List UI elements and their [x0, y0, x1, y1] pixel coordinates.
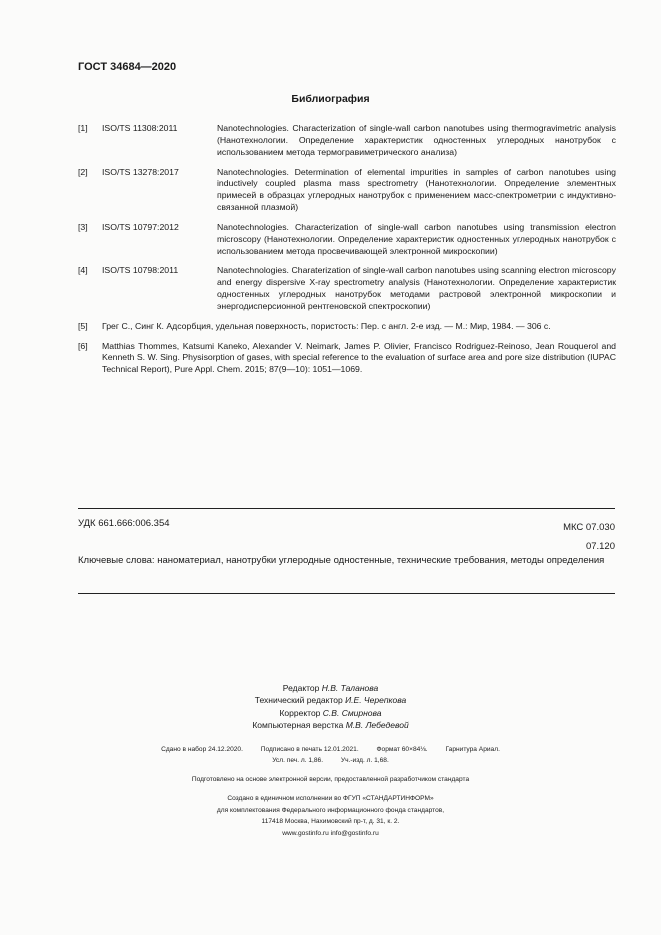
bibliography-entry — [78, 167, 616, 215]
entry-standard: ISO/TS 11308:2011 — [102, 123, 178, 133]
credit-role: Компьютерная верстка — [252, 720, 344, 731]
bibliography-entry — [78, 321, 616, 333]
mks-code-2: 07.120 — [585, 541, 615, 552]
publication-sheets: Уч.-изд. л. 1,68. — [340, 756, 389, 764]
credit-name: И.Е. Черепкова — [345, 695, 407, 706]
credit-name: С.В. Смирнова — [322, 707, 382, 718]
bibliography-entry — [78, 123, 616, 159]
publisher-line: для комплектования Федерального информационного фонда стандартов, — [216, 806, 445, 814]
credit-role: Редактор — [282, 683, 320, 693]
credit-role: Технический редактор — [254, 695, 343, 706]
publisher-website-link[interactable]: www.gostinfo.ru — [282, 829, 329, 837]
entry-number: [2] — [78, 166, 88, 177]
entry-description: Nanotechnologies. Determination of elemental impurities in samples of carbon nanotubes using inductively coupled plasma mass spectrometry (Нанотехнологии. Определение элементных примесей в образцах углеродных нанотрубок с применением масс-спектрометрии с индуктивно-связанной плазмой) — [217, 166, 616, 213]
publisher-info — [0, 793, 661, 839]
divider-top — [78, 508, 615, 509]
credit-row — [0, 707, 661, 719]
entry-number: [6] — [78, 340, 88, 351]
entry-number: [4] — [78, 265, 88, 276]
entry-description: Nanotechnologies. Charaterization of single-wall carbon nanotubes using scanning electron microscopy and energy dispersive X-ray spectrometry analysis (Нанотехнологии. Определение характеристик одностенных углеродных нанотрубок методами растровой электронной микроскопии и энергодисперсионной рентгеновской спектроскопии) — [217, 265, 616, 312]
publisher-address: 117418 Москва, Нахимовский пр-т, д. 31, к. 2. — [261, 818, 400, 825]
entry-number: [1] — [78, 123, 88, 133]
credit-name: Н.В. Таланова — [321, 683, 379, 693]
print-sheets: Усл. печ. л. 1,86. — [272, 756, 324, 764]
entry-description: Nanotechnologies. Characterization of single-wall carbon nanotubes using thermogravimetric analysis (Нанотехнологии. Определение характеристик одностенных углеродных нанотрубок с использованием метода термогравиметрического анализа) — [217, 123, 616, 157]
editorial-credits — [0, 682, 661, 732]
udk-code: УДК 661.666:006.354 — [78, 518, 170, 529]
credit-row — [0, 719, 661, 731]
publisher-contacts — [0, 828, 661, 840]
prepared-note: Подготовлено на основе электронной версии, предоставленной разработчиком стандарта — [191, 776, 470, 783]
entry-description: Грег С., Синг К. Адсорбция, удельная поверхность, пористость: Пер. с англ. 2-е изд. — М.: Мир, 1984. — 306 с. — [102, 320, 551, 331]
publication-info — [0, 745, 661, 766]
publisher-email-link[interactable]: info@gostinfo.ru — [330, 829, 379, 837]
publication-info-line — [0, 756, 661, 767]
entry-description: Matthias Thommes, Katsumi Kaneko, Alexander V. Neimark, James P. Olivier, Francisco Rodriguez-Reinoso, Jean Rouquerol and Kenneth S. W. Sing. Physisorption of gases, with special reference to the evaluation of surface area and pore size distribution (IUPAC Technical Report), Pure Appl. Chem. 2015; 87(9—10): 1051—1069. — [102, 340, 616, 375]
credit-role: Корректор — [279, 707, 321, 718]
publisher-line: Создано в единичном исполнении во ФГУП «СТАНДАРТИНФОРМ» — [227, 795, 434, 802]
keywords: Ключевые слова: наноматериал, нанотрубки углеродные одностенные, технические требования, методы определения — [78, 555, 605, 566]
bibliography-title: Библиография — [291, 93, 370, 105]
entry-number: [3] — [78, 221, 88, 232]
bibliography-list — [78, 123, 616, 384]
mks-code-1: МКС 07.030 — [563, 522, 615, 533]
paper-format: Формат 60×84⅛. — [376, 746, 428, 753]
bibliography-entry — [78, 341, 616, 377]
divider-bottom — [78, 593, 615, 594]
typeset-date: Сдано в набор 24.12.2020. — [161, 746, 243, 753]
credit-row — [0, 682, 661, 694]
typeface: Гарнитура Ариал. — [445, 746, 500, 753]
bibliography-entry — [78, 265, 616, 313]
document-code: ГОСТ 34684—2020 — [78, 61, 177, 73]
publication-info-line — [0, 745, 661, 756]
credit-row — [0, 694, 661, 706]
entry-standard: ISO/TS 10798:2011 — [102, 265, 179, 276]
signed-date: Подписано в печать 12.01.2021. — [260, 746, 359, 753]
entry-standard: ISO/TS 13278:2017 — [102, 166, 179, 177]
credit-name: М.В. Лебедевой — [345, 720, 409, 731]
entry-number: [5] — [78, 320, 88, 331]
entry-standard: ISO/TS 10797:2012 — [102, 221, 179, 232]
entry-description: Nanotechnologies. Characterization of single-wall carbon nanotubes using transmission electron microscopy (Нанотехнологии. Определение характеристик одностенных углеродных нанотрубок с использованием метода просвечивающей электронной микроскопии) — [217, 221, 616, 256]
mks-codes — [563, 518, 615, 556]
bibliography-entry — [78, 222, 616, 258]
